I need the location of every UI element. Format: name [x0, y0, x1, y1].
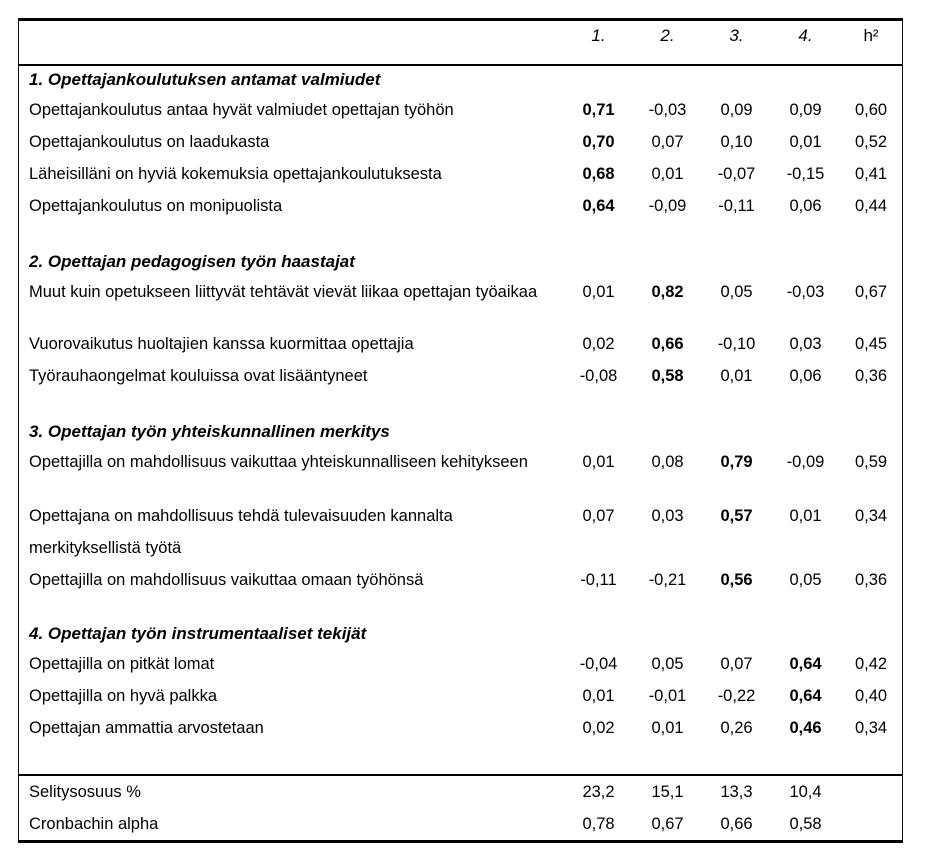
cell-communality: 0,40 — [854, 687, 888, 705]
cell-factor1: 0,01 — [582, 283, 615, 301]
cell-factor4: -0,15 — [786, 165, 825, 183]
cell-communality: 0,34 — [854, 507, 888, 525]
row-gap — [19, 478, 902, 500]
cell-factor4: -0,03 — [786, 283, 825, 301]
cell-communality: 0,36 — [854, 367, 888, 385]
cell-factor2: 0,58 — [651, 367, 684, 385]
row-label-line1: Opettajana on mahdollisuus tehdä tulevaisuuden kannalta — [29, 507, 453, 525]
cell-factor3: -0,11 — [718, 197, 755, 215]
cell-factor3: 0,07 — [720, 655, 753, 673]
cell-factor1: 0,70 — [582, 133, 615, 151]
cell-factor3: 0,09 — [720, 101, 753, 119]
cell-factor2: 0,01 — [651, 719, 684, 737]
cell-factor2: -0,21 — [648, 571, 687, 589]
cell-factor1: 0,64 — [582, 197, 615, 215]
cell-factor1: 0,71 — [582, 101, 615, 119]
row-label: Työrauhaongelmat kouluissa ovat lisääntyneet — [29, 367, 368, 385]
cell-factor1: -0,11 — [580, 571, 617, 589]
row-label: Muut kuin opetukseen liittyvät tehtävät vievät liikaa opettajan työaikaa — [29, 283, 538, 301]
cell-factor4: 0,05 — [789, 571, 822, 589]
table-row — [19, 276, 902, 308]
table-row — [19, 190, 902, 222]
footer-row-cronbach-alpha — [19, 808, 902, 840]
cell-factor4: -0,09 — [786, 453, 825, 471]
table-row — [19, 648, 902, 680]
col-header-factor2: 2. — [660, 26, 675, 45]
cell-factor1: 0,02 — [582, 719, 615, 737]
cell-factor4: 0,01 — [789, 133, 822, 151]
row-label-line2: merkityksellistä työtä — [29, 539, 182, 557]
cell-factor4: 10,4 — [789, 783, 822, 801]
cell-communality: 0,52 — [854, 133, 888, 151]
cell-factor2: 0,08 — [651, 453, 684, 471]
col-header-factor4: 4. — [798, 26, 813, 45]
cell-factor1: 0,68 — [582, 165, 615, 183]
cell-factor4: 0,64 — [789, 687, 822, 705]
row-label: Selitysosuus % — [29, 783, 141, 801]
cell-communality-empty — [840, 808, 902, 840]
row-label: Vuorovaikutus huoltajien kanssa kuormittaa opettajia — [29, 335, 414, 353]
factor-analysis-table — [18, 18, 903, 843]
cell-factor4: 0,06 — [789, 197, 822, 215]
section-heading-4: 4. Opettajan työn instrumentaaliset tekijät — [29, 624, 367, 643]
cell-factor1: 0,78 — [582, 815, 615, 833]
cell-factor4: 0,64 — [789, 655, 822, 673]
cell-factor2: 0,05 — [651, 655, 684, 673]
cell-factor2: 0,66 — [651, 335, 684, 353]
cell-factor3: 13,3 — [720, 783, 753, 801]
cell-factor3: 0,01 — [720, 367, 753, 385]
row-gap — [19, 308, 902, 328]
table-row — [19, 158, 902, 190]
cell-factor4: 0,09 — [789, 101, 822, 119]
row-label: Cronbachin alpha — [29, 815, 159, 833]
section-gap — [19, 392, 902, 418]
cell-factor1: 0,02 — [582, 335, 615, 353]
cell-communality: 0,34 — [854, 719, 888, 737]
cell-communality: 0,44 — [854, 197, 888, 215]
cell-factor3: -0,22 — [717, 687, 756, 705]
cell-communality: 0,45 — [854, 335, 888, 353]
cell-factor4: 0,03 — [789, 335, 822, 353]
row-label: Opettajilla on mahdollisuus vaikuttaa omaan työhönsä — [29, 571, 424, 589]
cell-factor3: 0,57 — [720, 507, 753, 525]
row-label: Opettajankoulutus antaa hyvät valmiudet opettajan työhön — [29, 101, 454, 119]
table-body — [19, 66, 902, 774]
section-heading-2: 2. Opettajan pedagogisen työn haastajat — [29, 252, 355, 271]
cell-factor4: 0,06 — [789, 367, 822, 385]
cell-factor2: 0,67 — [651, 815, 684, 833]
table-row — [19, 564, 902, 596]
cell-factor3: 0,26 — [720, 719, 753, 737]
cell-factor4: 0,01 — [789, 507, 822, 525]
table-row — [19, 712, 902, 744]
row-label: Opettajan ammattia arvostetaan — [29, 719, 264, 737]
table-header — [19, 21, 902, 66]
row-label: Läheisilläni on hyviä kokemuksia opettajankoulutuksesta — [29, 165, 442, 183]
cell-factor3: 0,79 — [720, 453, 753, 471]
footer-row-explained-variance — [19, 776, 902, 808]
cell-factor3: 0,66 — [720, 815, 753, 833]
row-label: Opettajankoulutus on monipuolista — [29, 197, 283, 215]
cell-factor1: -0,08 — [579, 367, 618, 385]
row-label: Opettajilla on mahdollisuus vaikuttaa yhteiskunnalliseen kehitykseen — [29, 453, 528, 471]
table-row — [19, 94, 902, 126]
table-header-row — [19, 23, 902, 64]
cell-factor3: -0,07 — [717, 165, 756, 183]
section-gap — [19, 596, 902, 620]
section-gap — [19, 744, 902, 774]
cell-factor2: 0,07 — [651, 133, 684, 151]
col-header-factor1: 1. — [591, 26, 606, 45]
cell-communality-empty — [840, 776, 902, 808]
cell-factor4: 0,58 — [789, 815, 822, 833]
cell-factor2: -0,01 — [648, 687, 687, 705]
cell-factor1: 0,07 — [582, 507, 615, 525]
cell-factor3: -0,10 — [717, 335, 756, 353]
row-label: Opettajilla on hyvä palkka — [29, 687, 218, 705]
cell-factor3: 0,56 — [720, 571, 753, 589]
cell-factor2: 0,03 — [651, 507, 684, 525]
section-heading-3: 3. Opettajan työn yhteiskunnallinen merkitys — [29, 422, 390, 441]
col-header-factor3: 3. — [729, 26, 744, 45]
cell-factor2: 0,82 — [651, 283, 684, 301]
cell-communality: 0,59 — [854, 453, 888, 471]
table-row — [19, 500, 902, 564]
cell-factor2: 0,01 — [651, 165, 684, 183]
cell-factor3: 0,05 — [720, 283, 753, 301]
table-row — [19, 446, 902, 478]
cell-factor1: 0,01 — [582, 453, 615, 471]
col-header-communality: h² — [863, 26, 879, 45]
table-row — [19, 328, 902, 360]
cell-factor1: 0,01 — [582, 687, 615, 705]
cell-communality: 0,60 — [854, 101, 888, 119]
cell-communality: 0,36 — [854, 571, 888, 589]
cell-communality: 0,42 — [854, 655, 888, 673]
row-label — [19, 500, 564, 564]
table-row — [19, 360, 902, 392]
table-footer — [19, 774, 902, 840]
row-label: Opettajilla on pitkät lomat — [29, 655, 215, 673]
table-row — [19, 126, 902, 158]
cell-factor4: 0,46 — [789, 719, 822, 737]
table-row — [19, 680, 902, 712]
cell-factor3: 0,10 — [720, 133, 753, 151]
section-heading-1: 1. Opettajankoulutuksen antamat valmiudet — [29, 70, 381, 89]
cell-factor1: -0,04 — [579, 655, 618, 673]
section-gap — [19, 222, 902, 248]
row-label: Opettajankoulutus on laadukasta — [29, 133, 270, 151]
cell-communality: 0,41 — [854, 165, 888, 183]
cell-factor1: 23,2 — [582, 783, 615, 801]
cell-factor2: -0,03 — [648, 101, 687, 119]
cell-factor2: -0,09 — [648, 197, 687, 215]
cell-communality: 0,67 — [854, 283, 888, 301]
cell-factor2: 15,1 — [651, 783, 684, 801]
